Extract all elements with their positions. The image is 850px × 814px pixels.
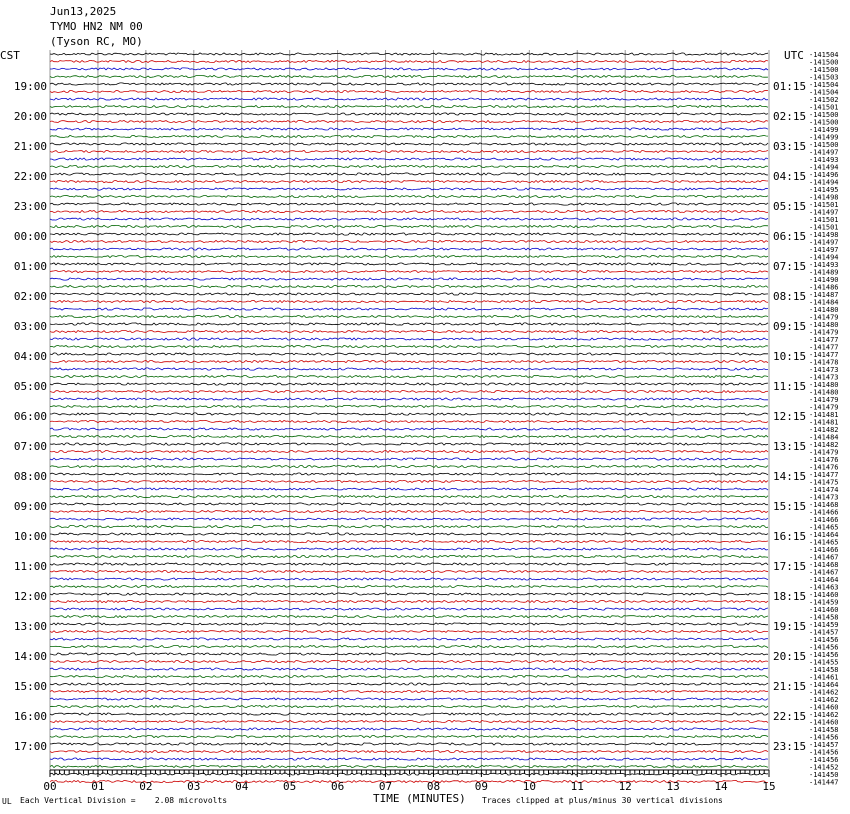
trace-offset-label: -141487	[809, 291, 839, 299]
trace-line	[50, 240, 768, 242]
trace-line	[50, 368, 768, 370]
cst-hour-label: 08:00	[13, 470, 47, 483]
trace-line	[50, 330, 768, 332]
trace-line	[50, 383, 768, 385]
x-tick-label: 09	[474, 780, 489, 793]
trace-line	[50, 683, 768, 685]
trace-offset-label: -141498	[809, 231, 839, 239]
trace-line	[50, 398, 768, 400]
cst-hour-label: 12:00	[13, 590, 47, 603]
utc-hour-label: 03:15	[773, 140, 807, 153]
trace-offset-label: -141477	[809, 471, 839, 479]
cst-hour-label: 17:00	[13, 740, 47, 753]
trace-offset-labels	[809, 51, 839, 787]
trace-line	[50, 285, 768, 287]
trace-offset-label: -141497	[809, 208, 839, 217]
trace-offset-label: -141464	[809, 531, 839, 539]
x-tick-label: 10	[522, 780, 536, 793]
trace-offset-label: -141499	[809, 133, 839, 142]
trace-offset-label: -141484	[809, 433, 839, 442]
trace-line	[50, 495, 768, 497]
cst-hour-label: 06:00	[13, 410, 47, 423]
trace-line	[50, 248, 768, 250]
utc-hour-label: 16:15	[773, 530, 807, 543]
trace-line	[50, 743, 768, 745]
trace-offset-label: -141450	[809, 771, 839, 779]
x-tick-label: 06	[330, 780, 345, 793]
trace-line	[50, 270, 768, 272]
trace-line	[50, 480, 768, 482]
trace-line	[50, 473, 768, 475]
trace-offset-label: -141466	[809, 546, 839, 554]
trace-line	[50, 53, 768, 55]
trace-offset-label: -141477	[809, 351, 839, 359]
trace-line	[50, 750, 768, 752]
trace-offset-label: -141497	[809, 148, 839, 157]
cst-axis-label: CST	[0, 49, 20, 62]
trace-offset-label: -141479	[809, 448, 839, 457]
trace-offset-label: -141498	[809, 193, 839, 202]
trace-offset-label: -141479	[809, 403, 839, 412]
trace-offset-label: -141447	[809, 778, 839, 787]
trace-offset-label: -141460	[809, 718, 839, 727]
trace-offset-label: -141500	[809, 141, 839, 149]
trace-line	[50, 563, 768, 565]
trace-offset-label: -141495	[809, 186, 839, 194]
seismic-traces	[50, 53, 768, 783]
trace-line	[50, 540, 768, 542]
trace-offset-label: -141482	[809, 426, 839, 434]
trace-line	[50, 758, 768, 760]
cst-hour-label: 03:00	[13, 320, 47, 333]
trace-offset-label: -141465	[809, 538, 839, 547]
corner-mark: UL	[2, 797, 12, 806]
trace-offset-label: -141480	[809, 321, 839, 329]
trace-offset-label: -141462	[809, 696, 839, 704]
utc-hour-label: 04:15	[773, 170, 807, 183]
trace-offset-label: -141466	[809, 516, 839, 524]
trace-line	[50, 428, 768, 430]
trace-offset-label: -141462	[809, 688, 839, 697]
utc-hour-label: 14:15	[773, 470, 807, 483]
x-tick-label: 07	[378, 780, 393, 793]
clip-note: Traces clipped at plus/minus 30 vertical divisions	[482, 796, 723, 805]
trace-line	[50, 353, 768, 355]
utc-hour-label: 18:15	[773, 590, 807, 603]
trace-offset-label: -141501	[809, 223, 839, 232]
trace-line	[50, 255, 768, 257]
x-tick-label: 15	[762, 780, 776, 793]
trace-offset-label: -141456	[809, 636, 839, 644]
trace-line	[50, 488, 768, 490]
station-label: TYMO HN2 NM 00	[50, 20, 143, 33]
trace-line	[50, 690, 768, 692]
trace-line	[50, 263, 768, 265]
trace-line	[50, 653, 768, 655]
trace-line	[50, 413, 768, 415]
trace-line	[50, 630, 768, 632]
location-label: (Tyson RC, MO)	[50, 35, 143, 48]
cst-hour-label: 21:00	[13, 140, 47, 153]
trace-line	[50, 405, 768, 407]
trace-offset-label: -141473	[809, 366, 839, 374]
trace-offset-label: -141457	[809, 628, 839, 637]
trace-line	[50, 75, 768, 77]
trace-line	[50, 210, 768, 212]
cst-hour-label: 16:00	[13, 710, 47, 723]
trace-line	[50, 120, 768, 122]
trace-line	[50, 600, 768, 602]
trace-offset-label: -141479	[809, 313, 839, 322]
trace-offset-label: -141465	[809, 523, 839, 532]
trace-offset-label: -141480	[809, 381, 839, 389]
trace-offset-label: -141494	[809, 163, 839, 172]
utc-hour-label: 08:15	[773, 290, 807, 303]
trace-line	[50, 203, 768, 205]
trace-line	[50, 60, 768, 62]
utc-hour-label: 22:15	[773, 710, 807, 723]
trace-offset-label: -141490	[809, 276, 839, 284]
x-tick-label: 01	[91, 780, 105, 793]
trace-line	[50, 645, 768, 647]
trace-line	[50, 525, 768, 527]
trace-offset-label: -141459	[809, 598, 839, 607]
cst-hour-labels	[14, 80, 47, 753]
trace-offset-label: -141461	[809, 673, 839, 682]
utc-hour-label: 07:15	[773, 260, 807, 273]
x-axis-title: TIME (MINUTES)	[373, 792, 466, 805]
trace-line	[50, 698, 768, 700]
x-tick-label: 14	[714, 780, 728, 793]
trace-line	[50, 173, 768, 175]
trace-offset-label: -141497	[809, 238, 839, 247]
cst-hour-label: 04:00	[13, 350, 47, 363]
trace-line	[50, 675, 768, 677]
trace-line	[50, 375, 768, 377]
x-tick-label: 05	[283, 780, 297, 793]
trace-line	[50, 323, 768, 325]
trace-line	[50, 593, 768, 595]
cst-hour-label: 15:00	[13, 680, 47, 693]
trace-offset-label: -141462	[809, 711, 839, 719]
x-tick-label: 03	[187, 780, 201, 793]
cst-hour-label: 05:00	[13, 380, 47, 393]
trace-offset-label: -141460	[809, 591, 839, 599]
trace-line	[50, 765, 768, 767]
cst-hour-label: 02:00	[13, 290, 47, 303]
trace-line	[50, 390, 768, 392]
utc-hour-label: 12:15	[773, 410, 807, 423]
trace-line	[50, 233, 768, 235]
trace-line	[50, 705, 768, 707]
utc-hour-label: 11:15	[773, 380, 807, 393]
trace-offset-label: -141489	[809, 268, 839, 277]
trace-offset-label: -141458	[809, 666, 839, 674]
cst-hour-label: 01:00	[13, 260, 47, 273]
cst-hour-label: 22:00	[13, 170, 47, 183]
trace-offset-label: -141456	[809, 756, 839, 764]
trace-line	[50, 668, 768, 670]
trace-offset-label: -141504	[809, 81, 839, 89]
trace-line	[50, 158, 768, 160]
trace-offset-label: -141476	[809, 456, 839, 464]
utc-hour-labels	[773, 80, 806, 753]
trace-offset-label: -141493	[809, 156, 839, 164]
trace-line	[50, 615, 768, 617]
trace-offset-label: -141494	[809, 253, 839, 262]
trace-line	[50, 578, 768, 580]
cst-hour-label: 10:00	[13, 530, 47, 543]
utc-hour-label: 05:15	[773, 200, 807, 213]
trace-offset-label: -141500	[809, 66, 839, 74]
trace-line	[50, 143, 768, 145]
trace-offset-label: -141473	[809, 373, 839, 382]
trace-offset-label: -141496	[809, 171, 839, 179]
trace-line	[50, 165, 768, 167]
cst-hour-label: 09:00	[13, 500, 47, 513]
trace-offset-label: -141484	[809, 298, 839, 307]
utc-hour-label: 15:15	[773, 500, 807, 513]
cst-hour-label: 19:00	[13, 80, 47, 93]
trace-offset-label: -141467	[809, 553, 839, 562]
trace-offset-label: -141464	[809, 681, 839, 689]
trace-line	[50, 510, 768, 512]
trace-offset-label: -141501	[809, 103, 839, 112]
cst-hour-label: 00:00	[13, 230, 47, 243]
trace-line	[50, 780, 768, 782]
utc-hour-label: 10:15	[773, 350, 807, 363]
trace-line	[50, 623, 768, 625]
trace-offset-label: -141501	[809, 201, 839, 209]
trace-offset-label: -141468	[809, 501, 839, 509]
trace-line	[50, 113, 768, 115]
trace-offset-label: -141456	[809, 651, 839, 659]
trace-offset-label: -141481	[809, 411, 839, 419]
trace-line	[50, 98, 768, 100]
date-label: Jun13,2025	[50, 5, 117, 18]
trace-line	[50, 638, 768, 640]
cst-hour-label: 20:00	[13, 110, 47, 123]
trace-offset-label: -141499	[809, 126, 839, 134]
utc-hour-label: 21:15	[773, 680, 807, 693]
trace-offset-label: -141456	[809, 748, 839, 757]
trace-offset-label: -141479	[809, 328, 839, 337]
trace-offset-label: -141460	[809, 606, 839, 614]
trace-offset-label: -141500	[809, 118, 839, 127]
trace-line	[50, 735, 768, 737]
cst-hour-label: 11:00	[13, 560, 47, 573]
trace-line	[50, 135, 768, 137]
utc-hour-label: 17:15	[773, 560, 807, 573]
trace-line	[50, 570, 768, 572]
trace-line	[50, 728, 768, 730]
trace-line	[50, 660, 768, 662]
trace-offset-label: -141467	[809, 568, 839, 577]
utc-hour-label: 19:15	[773, 620, 807, 633]
trace-offset-label: -141458	[809, 726, 839, 734]
trace-offset-label: -141479	[809, 396, 839, 404]
trace-offset-label: -141502	[809, 96, 839, 104]
trace-offset-label: -141480	[809, 306, 839, 314]
trace-line	[50, 713, 768, 715]
trace-offset-label: -141503	[809, 73, 839, 82]
cst-hour-label: 23:00	[13, 200, 47, 213]
trace-line	[50, 218, 768, 220]
trace-offset-label: -141452	[809, 763, 839, 772]
trace-offset-label: -141468	[809, 561, 839, 569]
trace-offset-label: -141477	[809, 336, 839, 344]
trace-line	[50, 300, 768, 302]
cst-hour-label: 07:00	[13, 440, 47, 453]
trace-offset-label: -141497	[809, 246, 839, 254]
trace-offset-label: -141478	[809, 358, 839, 367]
trace-line	[50, 188, 768, 190]
trace-offset-label: -141482	[809, 441, 839, 449]
trace-line	[50, 225, 768, 227]
trace-offset-label: -141493	[809, 261, 839, 269]
trace-line	[50, 278, 768, 280]
trace-line	[50, 548, 768, 550]
trace-line	[50, 720, 768, 722]
trace-offset-label: -141460	[809, 703, 839, 712]
utc-axis-label: UTC	[784, 49, 804, 62]
scale-note: Each Vertical Division = 2.08 microvolts	[20, 796, 228, 805]
utc-hour-label: 06:15	[773, 230, 807, 243]
utc-hour-label: 01:15	[773, 80, 807, 93]
trace-offset-label: -141455	[809, 658, 839, 667]
trace-offset-label: -141459	[809, 621, 839, 629]
trace-line	[50, 68, 768, 70]
trace-line	[50, 435, 768, 437]
trace-offset-label: -141476	[809, 463, 839, 472]
trace-line	[50, 465, 768, 467]
trace-line	[50, 420, 768, 422]
x-tick-label: 13	[666, 780, 680, 793]
trace-line	[50, 360, 768, 362]
trace-line	[50, 195, 768, 197]
trace-line	[50, 608, 768, 610]
trace-offset-label: -141458	[809, 613, 839, 622]
trace-line	[50, 90, 768, 92]
trace-line	[50, 180, 768, 182]
trace-line	[50, 315, 768, 317]
trace-offset-label: -141456	[809, 733, 839, 742]
x-tick-label: 11	[570, 780, 584, 793]
trace-offset-label: -141494	[809, 178, 839, 187]
trace-offset-label: -141475	[809, 478, 839, 487]
x-tick-label: 08	[426, 780, 441, 793]
x-tick-label: 12	[618, 780, 632, 793]
trace-line	[50, 293, 768, 295]
utc-hour-label: 23:15	[773, 740, 807, 753]
trace-line	[50, 555, 768, 557]
trace-line	[50, 345, 768, 347]
trace-line	[50, 533, 768, 535]
trace-line	[50, 443, 768, 445]
trace-offset-label: -141466	[809, 508, 839, 517]
cst-hour-label: 13:00	[13, 620, 47, 633]
trace-offset-label: -141456	[809, 643, 839, 652]
trace-line	[50, 450, 768, 452]
x-tick-label: 00	[43, 780, 57, 793]
trace-offset-label: -141501	[809, 216, 839, 224]
trace-offset-label: -141474	[809, 486, 839, 494]
trace-line	[50, 105, 768, 107]
trace-line	[50, 308, 768, 310]
utc-hour-label: 20:15	[773, 650, 807, 663]
trace-offset-label: -141481	[809, 418, 839, 427]
trace-line	[50, 150, 768, 152]
utc-hour-label: 09:15	[773, 320, 807, 333]
utc-hour-label: 13:15	[773, 440, 807, 453]
cst-hour-label: 14:00	[13, 650, 47, 663]
trace-offset-label: -141500	[809, 111, 839, 119]
trace-line	[50, 585, 768, 587]
trace-offset-label: -141473	[809, 493, 839, 502]
trace-offset-label: -141480	[809, 388, 839, 397]
trace-line	[50, 458, 768, 460]
trace-line	[50, 128, 768, 130]
trace-offset-label: -141464	[809, 576, 839, 584]
trace-offset-label: -141486	[809, 283, 839, 292]
trace-line	[50, 503, 768, 505]
trace-line	[50, 518, 768, 520]
trace-offset-label: -141457	[809, 741, 839, 749]
trace-offset-label: -141500	[809, 58, 839, 67]
trace-offset-label: -141504	[809, 51, 839, 59]
trace-offset-label: -141504	[809, 88, 839, 97]
trace-line	[50, 338, 768, 340]
trace-offset-label: -141477	[809, 343, 839, 352]
trace-line	[50, 83, 768, 85]
utc-hour-label: 02:15	[773, 110, 807, 123]
x-tick-label: 02	[139, 780, 153, 793]
trace-offset-label: -141463	[809, 583, 839, 592]
x-tick-label: 04	[235, 780, 249, 793]
